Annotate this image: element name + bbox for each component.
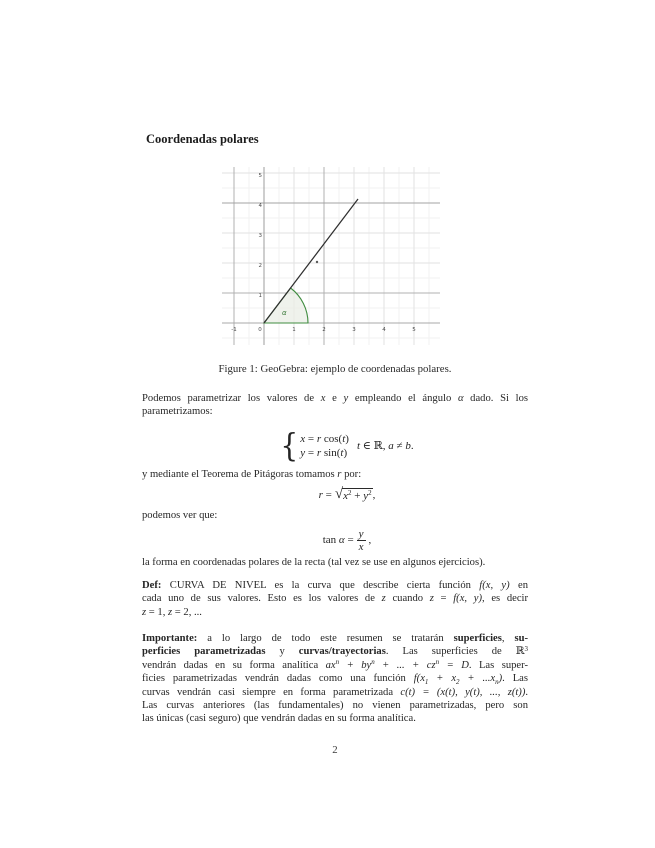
cases-brace: { [280, 425, 299, 464]
cases-condition: t ∈ ℝ, a ≠ b. [356, 440, 414, 452]
square-root [334, 485, 373, 503]
y-tick-label: 1 [258, 293, 262, 299]
radius-lhs: r = [318, 489, 332, 501]
x-tick-label: 3 [352, 327, 356, 333]
fraction-denominator: x [358, 540, 364, 553]
x-tick-label: 5 [412, 327, 416, 333]
angle-label: α [282, 309, 287, 317]
equation-tangent [154, 527, 540, 553]
radicand: $x^2 + y^2$ [343, 489, 372, 502]
page-title: Coordenadas polares [146, 132, 259, 146]
y-tick-labels [259, 173, 263, 299]
paragraph-importante: Importante: a lo largo de todo este resumen se tratarán superficies, su- perficies parametrizadas y curvas/trayectorias. Las superficies de ℝ$^3$ vendrán dadas en su forma analítica $ax^n + by^n$ + ... + $cz^n = D$. Las super- ficies parametrizadas vendrán dadas como una función $f(x_1 + x_2 + ...x_n)$. Las curvas vendrán casi siempre en forma parametrizada c(t) = (x(t), y(t), ..., z(t)). Las curvas anteriores (las fundamentales) no vienen parametrizadas, pero son las únicas (casi seguro) que vendrán dadas en su forma analítica. [142, 633, 529, 725]
equation-radius [154, 485, 540, 505]
y-tick-label: 5 [258, 173, 262, 179]
y-tick-label: 4 [258, 203, 262, 209]
paragraph-podemos-ver: podemos ver que: [142, 510, 218, 521]
y-tick-label: 3 [258, 233, 262, 239]
paragraph-pitagoras: y mediante el Teorema de Pitágoras tomamos r por: [142, 469, 362, 480]
x-tick-label: -1 [231, 327, 237, 333]
point-marker [316, 261, 318, 263]
tangent-tail: , [368, 534, 372, 546]
radius-tail: , [372, 489, 376, 501]
paragraph-parametrizar: Podemos parametrizar los valores de x e y empleando el ángulo α dado. Si los parametrizamos: [142, 393, 528, 418]
y-tick-label: 2 [258, 263, 262, 269]
fraction [357, 528, 366, 553]
x-tick-label: 1 [292, 327, 296, 333]
page-number: 2 [332, 744, 338, 756]
x-tick-label: 2 [322, 327, 326, 333]
radical-sign-icon: √ [334, 485, 344, 502]
paragraph-def-curva-nivel: Def: CURVA DE NIVEL es la curva que describe cierta función f(x, y) en cada uno de sus valores. Esto es los valores de z cuando z = f(x, y), es decir z = 1, z = 2, ... [142, 580, 529, 618]
paragraph-forma-polar: la forma en coordenadas polares de la recta (tal vez se use en algunos ejercicios). [142, 557, 486, 568]
grid-lines [222, 167, 440, 345]
x-tick-label: 0 [258, 327, 262, 333]
x-tick-label: 4 [382, 327, 386, 333]
tangent-lhs: tan α = [322, 534, 354, 546]
cases-rows: x = r cos(t) y = r sin(t) [300, 432, 349, 459]
x-tick-labels [231, 327, 416, 333]
fraction-numerator: y [358, 527, 364, 540]
geogebra-figure [222, 167, 440, 345]
figure-caption: Figure 1: GeoGebra: ejemplo de coordenadas polares. [218, 363, 452, 375]
equation-parametrization [154, 427, 540, 464]
